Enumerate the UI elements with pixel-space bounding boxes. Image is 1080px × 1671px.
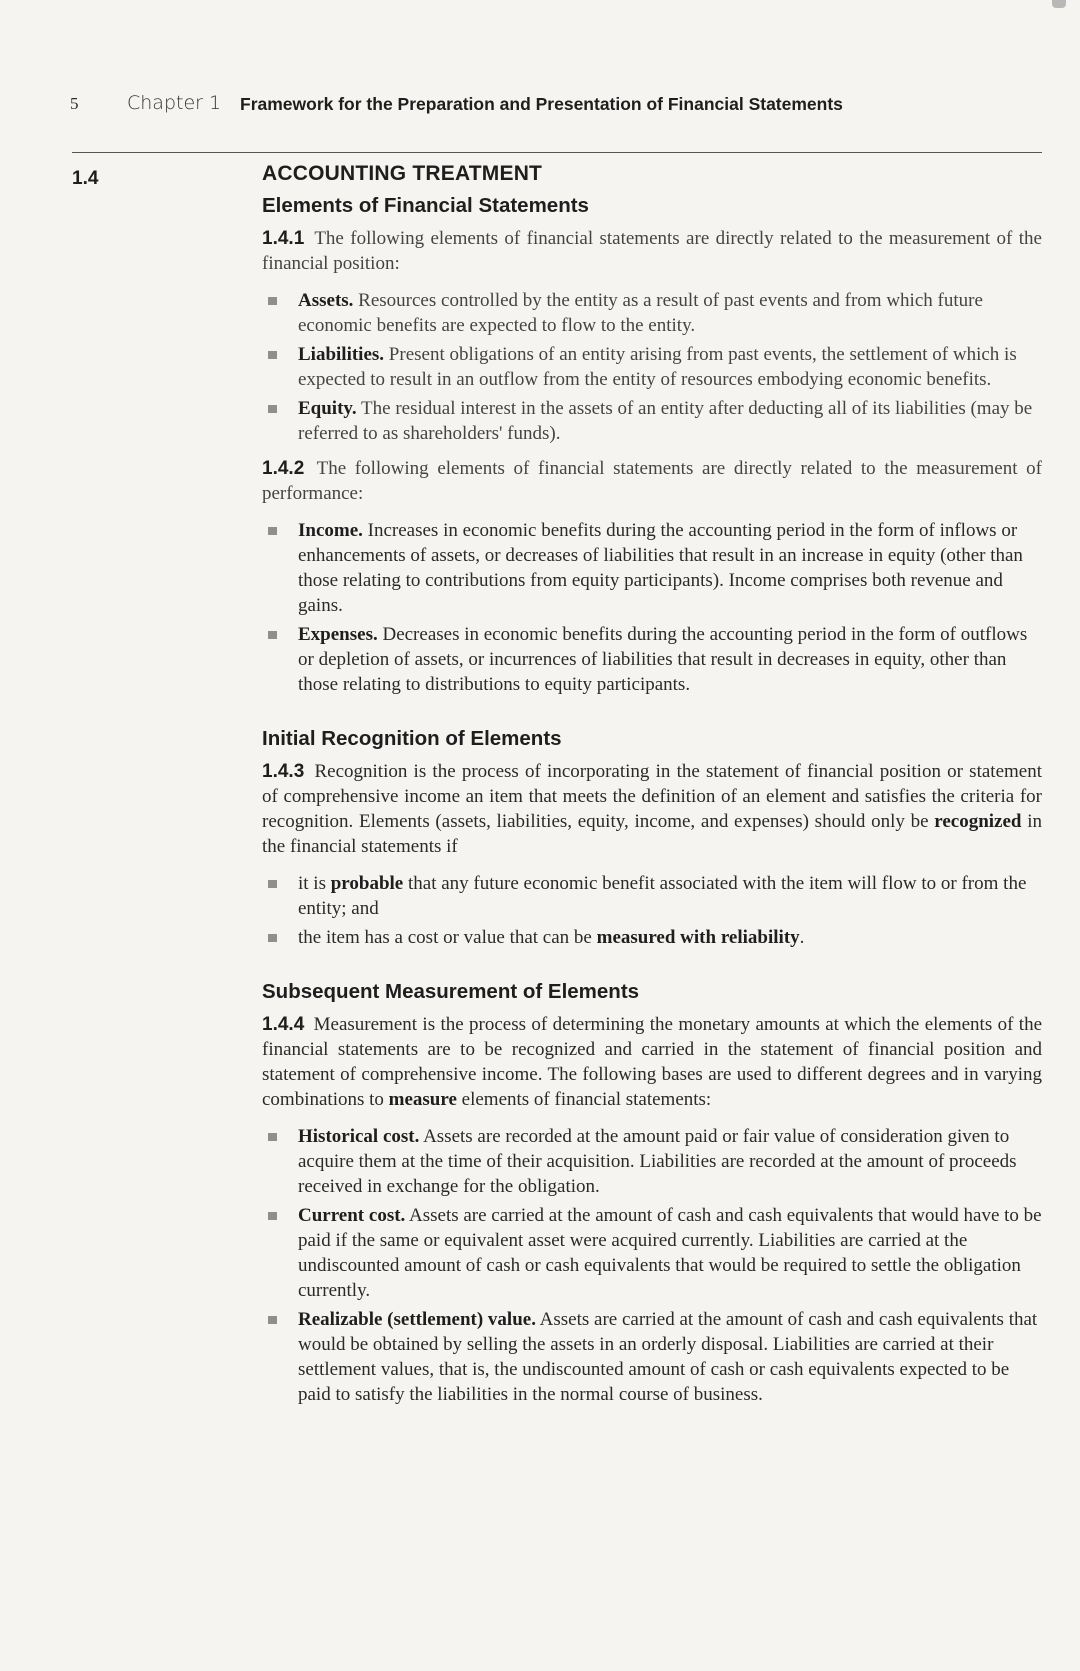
- term: Equity.: [298, 398, 357, 419]
- bullet-icon: [268, 880, 277, 888]
- bullet-icon: [268, 1133, 277, 1141]
- term: Assets.: [298, 290, 354, 311]
- paragraph-number: 1.4.2: [262, 458, 305, 479]
- paragraph-text: elements of financial statements:: [461, 1089, 712, 1110]
- term: Current cost.: [298, 1205, 406, 1226]
- definition: Assets are carried at the amount of cash and cash equivalents that would have to be paid if the same or equivalent asset were acquired currently. Liabilities are carried at the undiscounted amount of cash or cash equivalents that would be required to settle the obligation currently.: [298, 1205, 1042, 1301]
- definition: Resources controlled by the entity as a result of past events and from which future economic benefits are expected to flow to the entity.: [298, 290, 983, 336]
- page-corner-mark: [1052, 0, 1066, 8]
- paragraph-text: The following elements of financial statements are directly related to the measurement of the financial position:: [262, 228, 1042, 274]
- list-item: [298, 871, 1042, 921]
- paragraph-text: in the financial statements if: [262, 811, 1043, 857]
- term: Liabilities.: [298, 344, 385, 365]
- bullet-icon: [268, 934, 277, 942]
- bullet-icon: [268, 351, 277, 359]
- elements-heading: Elements of Financial Statements: [262, 194, 589, 217]
- paragraph-number: 1.4.4: [262, 1014, 305, 1035]
- term: Expenses.: [298, 624, 378, 645]
- definition: Increases in economic benefits during the accounting period in the form of inflows or enhancements of assets, or decreases of liabilities that result in an increase in equity (other than those relating to contributions from equity participants). Income comprises both revenue and gains.: [298, 520, 1023, 616]
- recognition-criteria-list: [262, 871, 1042, 950]
- running-header-title: Framework for the Preparation and Presentation of Financial Statements: [240, 94, 843, 114]
- criteria-text: that any future economic benefit associated with the item will flow to or from the entity; and: [298, 873, 1027, 919]
- criteria-text: it is: [298, 873, 326, 894]
- paragraph-text: The following elements of financial statements are directly related to the measurement of performance:: [262, 458, 1042, 504]
- bullet-icon: [268, 1316, 277, 1324]
- emphasis: measure: [388, 1089, 457, 1110]
- emphasis: recognized: [934, 811, 1022, 832]
- term: Income.: [298, 520, 363, 541]
- list-item: [298, 1203, 1042, 1303]
- measurement-bases-list: [262, 1124, 1042, 1407]
- bullet-icon: [268, 527, 277, 535]
- term: Realizable (settlement) value.: [298, 1309, 536, 1330]
- list-item: [298, 288, 1042, 338]
- section-title: ACCOUNTING TREATMENT: [262, 162, 543, 185]
- performance-elements-list: [262, 518, 1042, 697]
- criteria-text: .: [799, 927, 805, 948]
- header-rule: [72, 152, 1042, 153]
- paragraph-1-4-4: [262, 1012, 1042, 1112]
- chapter-label: Chapter 1: [127, 92, 222, 114]
- list-item: [298, 1124, 1042, 1199]
- definition: The residual interest in the assets of an entity after deducting all of its liabilities (may be referred to as shareholders' funds).: [298, 398, 1033, 444]
- page-content: [262, 162, 1042, 1417]
- definition: Present obligations of an entity arising from past events, the settlement of which is expected to result in an outflow from the entity of resources embodying economic benefits.: [298, 344, 1017, 390]
- term: Historical cost.: [298, 1126, 420, 1147]
- bullet-icon: [268, 631, 277, 639]
- page-number: 5: [70, 94, 79, 113]
- list-item: [298, 1307, 1042, 1407]
- definition: Assets are recorded at the amount paid or fair value of consideration given to acquire them at the time of their acquisition. Liabilities are recorded at the amount of proceeds received in exchange for the obligation.: [298, 1126, 1017, 1197]
- list-item: [298, 396, 1042, 446]
- position-elements-list: [262, 288, 1042, 446]
- emphasis: measured with reliability: [596, 927, 800, 948]
- paragraph-1-4-1: [262, 226, 1042, 276]
- bullet-icon: [268, 297, 277, 305]
- paragraph-number: 1.4.1: [262, 228, 305, 249]
- list-item: [298, 925, 1042, 950]
- list-item: [298, 342, 1042, 392]
- bullet-icon: [268, 1212, 277, 1220]
- criteria-text: the item has a cost or value that can be: [298, 927, 592, 948]
- emphasis: probable: [330, 873, 404, 894]
- measurement-heading: Subsequent Measurement of Elements: [262, 980, 640, 1003]
- paragraph-number: 1.4.3: [262, 761, 305, 782]
- bullet-icon: [268, 405, 277, 413]
- running-header: [70, 92, 1040, 122]
- definition: Assets are carried at the amount of cash and cash equivalents that would be obtained by selling the assets in an orderly disposal. Liabilities are carried at their settlement values, that is, the undiscounted amount of cash or cash equivalents expected to be paid to satisfy the liabilities in the normal course of business.: [298, 1309, 1038, 1405]
- section-number: 1.4: [72, 168, 99, 189]
- paragraph-1-4-2: [262, 456, 1042, 506]
- definition: Decreases in economic benefits during the accounting period in the form of outflows or depletion of assets, or incurrences of liabilities that result in decreases in equity, other than those relating to distributions to equity participants.: [298, 624, 1028, 695]
- list-item: [298, 518, 1042, 618]
- recognition-heading: Initial Recognition of Elements: [262, 727, 562, 750]
- paragraph-1-4-3: [262, 759, 1042, 859]
- paragraph-text: Measurement is the process of determining the monetary amounts at which the elements of the financial statements are to be recognized and carried in the statement of financial position and statement of comprehensive income. The following bases are used to different degrees and in varying combinations to: [262, 1014, 1042, 1110]
- list-item: [298, 622, 1042, 697]
- paragraph-text: Recognition is the process of incorporating in the statement of financial position or statement of comprehensive income an item that meets the definition of an element and satisfies the criteria for recognition. Elements (assets, liabilities, equity, income, and expenses) should only be: [262, 761, 1042, 832]
